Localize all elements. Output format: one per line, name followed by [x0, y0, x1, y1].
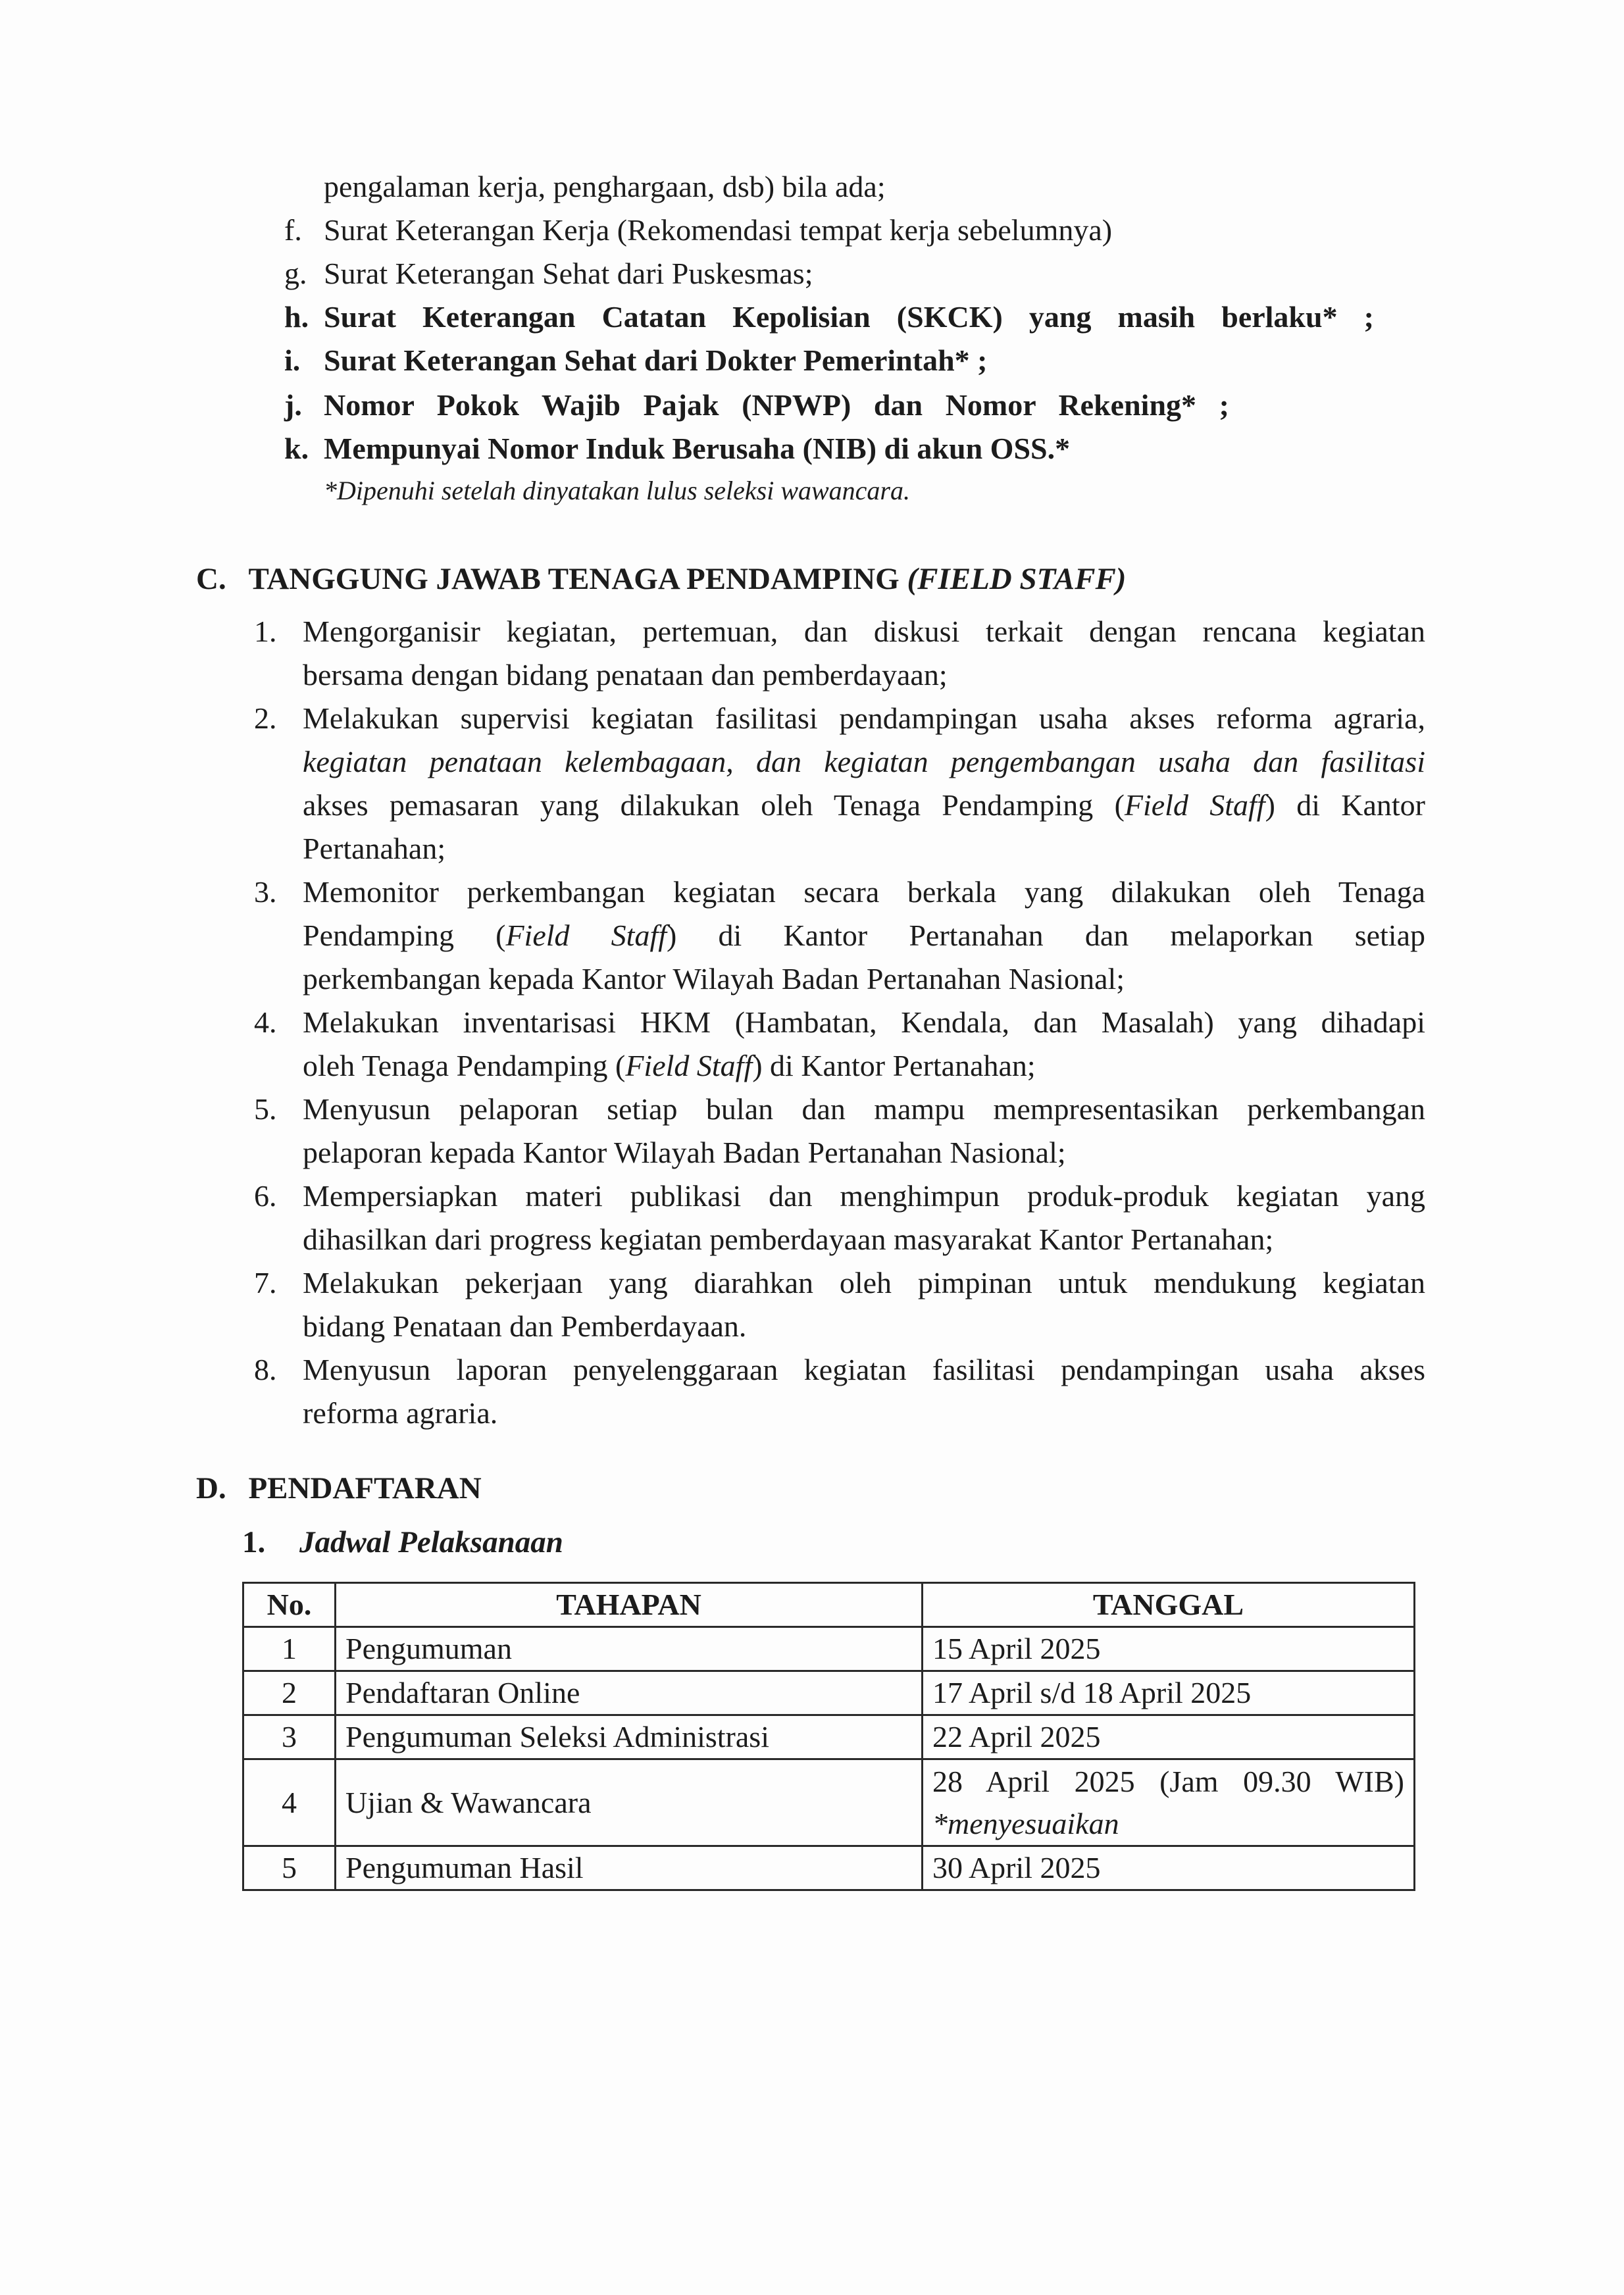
- item-line: Mengorganisir kegiatan, pertemuan, dan diskusi terkait dengan rencana kegiatan: [303, 615, 1425, 648]
- item-text: Surat Keterangan Kerja (Rekomendasi tempat kerja sebelumnya): [324, 213, 1113, 247]
- item-label: f.: [284, 213, 302, 247]
- section-heading: [196, 558, 1126, 600]
- section-title: TANGGUNG JAWAB TENAGA PENDAMPING: [248, 562, 900, 596]
- item-line: Pendamping (Field Staff) di Kantor Pertanahan dan melaporkan setiap: [303, 919, 1425, 952]
- item-line: pelaporan kepada Kantor Wilayah Badan Pertanahan Nasional;: [303, 1136, 1066, 1169]
- cell-tanggal-multiline: [923, 1759, 1415, 1846]
- cell-no: 5: [243, 1846, 336, 1890]
- item-label: k.: [284, 432, 309, 465]
- cell-tanggal: 30 April 2025: [923, 1846, 1415, 1890]
- cell-tanggal-note: *menyesuaikan: [932, 1806, 1119, 1840]
- subsection-number: 1.: [242, 1525, 266, 1559]
- item-number: 2.: [254, 701, 277, 735]
- item-number: 6.: [254, 1179, 277, 1213]
- item-text: Surat Keterangan Catatan Kepolisian (SKCK) yang masih berlaku* ;: [324, 300, 1374, 334]
- item-number: 7.: [254, 1266, 277, 1299]
- table-row: [243, 1846, 1415, 1890]
- section-title-italic: (FIELD STAFF): [907, 562, 1127, 596]
- cell-tahapan: Pengumuman: [336, 1627, 923, 1671]
- item-line: Pertanahan;: [303, 832, 446, 865]
- column-header: TAHAPAN: [336, 1583, 923, 1627]
- cell-tahapan: Pengumuman Seleksi Administrasi: [336, 1715, 923, 1759]
- item-line: Menyusun laporan penyelenggaraan kegiatan fasilitasi pendampingan usaha akses: [303, 1353, 1425, 1386]
- cell-no: 2: [243, 1671, 336, 1715]
- item-text: Surat Keterangan Sehat dari Dokter Pemerintah* ;: [324, 343, 988, 377]
- item-line: dihasilkan dari progress kegiatan pemberdayaan masyarakat Kantor Pertanahan;: [303, 1223, 1274, 1256]
- continued-line: pengalaman kerja, penghargaan, dsb) bila ada;: [324, 170, 886, 203]
- item-line: kegiatan penataan kelembagaan, dan kegiatan pengembangan usaha dan fasilitasi: [303, 745, 1425, 778]
- item-line: Melakukan supervisi kegiatan fasilitasi pendampingan usaha akses reforma agraria,: [303, 701, 1425, 735]
- item-line: bersama dengan bidang penataan dan pemberdayaan;: [303, 658, 948, 692]
- cell-tahapan: Ujian & Wawancara: [336, 1759, 923, 1846]
- item-number: 5.: [254, 1092, 277, 1126]
- item-label: j.: [284, 388, 302, 422]
- item-label: g.: [284, 257, 307, 290]
- cell-tanggal: 28 April 2025 (Jam 09.30 WIB): [932, 1764, 1404, 1798]
- item-text: Mempunyai Nomor Induk Berusaha (NIB) di akun OSS.*: [324, 432, 1071, 465]
- item-line: Melakukan inventarisasi HKM (Hambatan, Kendala, dan Masalah) yang dihadapi: [303, 1005, 1425, 1039]
- table-row: [243, 1715, 1415, 1759]
- section-heading: [196, 1467, 482, 1509]
- section-title: PENDAFTARAN: [248, 1471, 482, 1505]
- column-header: TANGGAL: [923, 1583, 1415, 1627]
- subsection-heading: [242, 1521, 563, 1563]
- cell-tanggal: 17 April s/d 18 April 2025: [923, 1671, 1415, 1715]
- cell-tanggal: 15 April 2025: [923, 1627, 1415, 1671]
- cell-no: 1: [243, 1627, 336, 1671]
- item-line: Menyusun pelaporan setiap bulan dan mampu mempresentasikan perkembangan: [303, 1092, 1425, 1126]
- footnote: *Dipenuhi setelah dinyatakan lulus seleksi wawancara.: [324, 476, 910, 505]
- item-text: Surat Keterangan Sehat dari Puskesmas;: [324, 257, 813, 290]
- subsection-title: Jadwal Pelaksanaan: [299, 1525, 563, 1559]
- table-row: [243, 1759, 1415, 1846]
- item-label: h.: [284, 300, 309, 334]
- cell-tahapan: Pengumuman Hasil: [336, 1846, 923, 1890]
- cell-tahapan: Pendaftaran Online: [336, 1671, 923, 1715]
- cell-no: 3: [243, 1715, 336, 1759]
- column-header: No.: [243, 1583, 336, 1627]
- item-line: akses pemasaran yang dilakukan oleh Tenaga Pendamping (Field Staff) di Kantor: [303, 788, 1425, 822]
- item-number: 8.: [254, 1353, 277, 1386]
- section-letter: C.: [196, 562, 226, 596]
- item-text: Nomor Pokok Wajib Pajak (NPWP) dan Nomor Rekening* ;: [324, 388, 1229, 422]
- item-line: Mempersiapkan materi publikasi dan menghimpun produk-produk kegiatan yang: [303, 1179, 1425, 1213]
- table-row: [243, 1627, 1415, 1671]
- table-header-row: [243, 1583, 1415, 1627]
- item-number: 1.: [254, 615, 277, 648]
- item-line: oleh Tenaga Pendamping (Field Staff) di Kantor Pertanahan;: [303, 1049, 1036, 1082]
- item-line: Memonitor perkembangan kegiatan secara berkala yang dilakukan oleh Tenaga: [303, 875, 1425, 909]
- section-letter: D.: [196, 1471, 226, 1505]
- item-label: i.: [284, 343, 301, 377]
- item-number: 4.: [254, 1005, 277, 1039]
- schedule-table: [242, 1582, 1415, 1891]
- item-line: Melakukan pekerjaan yang diarahkan oleh pimpinan untuk mendukung kegiatan: [303, 1266, 1425, 1299]
- table-row: [243, 1671, 1415, 1715]
- cell-tanggal: 22 April 2025: [923, 1715, 1415, 1759]
- item-line: perkembangan kepada Kantor Wilayah Badan Pertanahan Nasional;: [303, 962, 1125, 996]
- item-number: 3.: [254, 875, 277, 909]
- cell-no: 4: [243, 1759, 336, 1846]
- item-line: reforma agraria.: [303, 1396, 498, 1430]
- item-line: bidang Penataan dan Pemberdayaan.: [303, 1309, 747, 1343]
